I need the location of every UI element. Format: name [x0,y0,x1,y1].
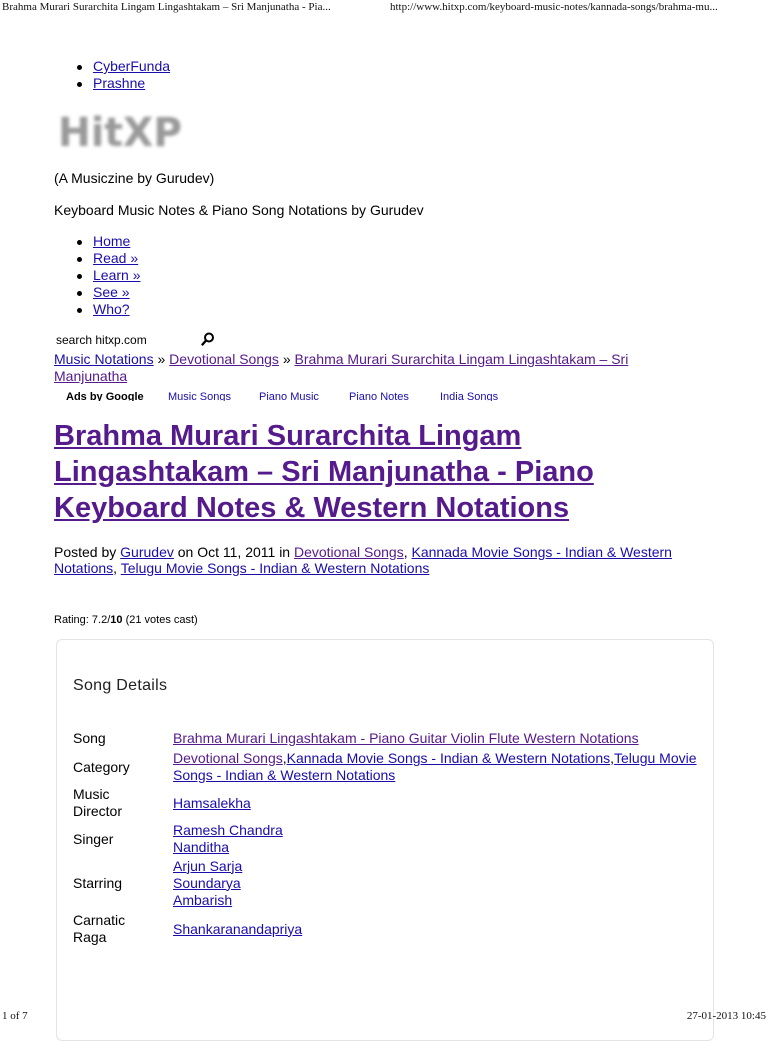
table-row [73,750,703,784]
search-box [56,331,226,347]
song-label: Song [73,729,106,746]
nav-item [93,301,140,318]
breadcrumb [54,351,704,385]
post-title [54,418,694,526]
starring-link[interactable]: Ambarish [173,891,233,908]
category-link-telugu[interactable]: Telugu Movie Songs - Indian & Western Notations [120,560,430,576]
posted-on-date: on Oct 11, 2011 in [177,544,291,560]
main-nav [93,233,140,318]
song-details-table [73,726,703,948]
search-input[interactable] [56,333,186,347]
nav-item [93,233,140,250]
singer-link[interactable]: Ramesh Chandra [173,822,283,838]
search-icon[interactable] [201,332,215,346]
rating-label: Rating: 7.2/ [54,614,111,626]
top-link-cyberfunda[interactable]: CyberFunda [93,58,171,74]
category-link-telugu[interactable]: Telugu Movie Songs - Indian & Western Notations [173,750,697,783]
nav-who[interactable]: Who? [93,301,130,317]
starring-link[interactable]: Soundarya [173,874,241,891]
ads-bar [54,391,744,401]
song-link[interactable]: Brahma Murari Lingashtakam - Piano Guitar Violin Flute Western Notations [173,729,639,746]
music-director-label-line2: Director [73,803,123,819]
comma: , [610,750,615,766]
post-title-link[interactable]: Brahma Murari Surarchita Lingam Lingashtakam – Sri Manjunatha - Piano Keyboard Notes & Western Notations [54,420,594,524]
ad-link[interactable]: Music Songs [168,391,231,401]
nav-home[interactable]: Home [93,233,131,249]
music-director-label-line1: Music [73,786,110,802]
music-director-link[interactable]: Hamsalekha [173,794,251,811]
logo-text: HitXP [58,110,182,156]
category-label: Category [73,758,130,775]
category-link-devotional[interactable]: Devotional Songs [173,750,283,766]
nav-item [93,284,140,301]
nav-see[interactable]: See » [93,284,130,300]
print-timestamp: 27-01-2013 10:45 [686,1010,766,1022]
music-director-label [73,784,173,822]
top-link-item [93,58,170,75]
breadcrumb-current-page[interactable]: Brahma Murari Surarchita Lingam Lingashtakam – Sri Manjunatha [54,351,629,384]
nav-read[interactable]: Read » [93,250,139,266]
raga-label-line2: Raga [73,929,107,945]
table-row [73,822,703,856]
ads-label: Ads by Google [66,391,144,401]
breadcrumb-separator: » [157,351,166,367]
raga-label-line1: Carnatic [73,912,126,928]
page-count: 1 of 7 [2,1010,28,1022]
raga-link[interactable]: Shankaranandapriya [173,920,303,937]
comma: , [113,560,118,576]
rating-max: 10 [110,614,123,626]
category-link-devotional[interactable]: Devotional Songs [293,544,404,560]
song-details-card [56,639,714,1041]
print-header-url: http://www.hitxp.com/keyboard-music-notes/kannada-songs/brahma-mu... [390,1,718,13]
site-tagline: (A Musiczine by Gurudev) [54,170,215,186]
print-header [0,0,768,14]
starring-link[interactable]: Arjun Sarja [173,857,243,874]
top-link-prashne[interactable]: Prashne [93,75,146,91]
nav-item [93,267,140,284]
post-meta [54,544,714,576]
table-row [73,726,703,750]
category-link-kannada[interactable]: Kannada Movie Songs - Indian & Western Notations [286,750,611,766]
author-link[interactable]: Gurudev [120,544,174,560]
top-links [93,58,170,92]
table-row [73,784,703,822]
comma: , [282,750,287,766]
ad-link[interactable]: Piano Music [259,391,319,401]
category-link-kannada[interactable]: Kannada Movie Songs - Indian & Western Notations [54,544,672,576]
rating-votes: (21 votes cast) [125,614,198,626]
singer-link[interactable]: Nanditha [173,839,230,855]
raga-label [73,910,173,948]
rating [54,614,198,626]
breadcrumb-separator: » [282,351,291,367]
song-details-title: Song Details [73,677,168,694]
singer-label: Singer [73,830,114,847]
breadcrumb-music-notations[interactable]: Music Notations [54,351,154,367]
starring-label: Starring [73,874,123,891]
breadcrumb-devotional-songs[interactable]: Devotional Songs [169,351,279,367]
print-footer [0,1010,768,1024]
nav-learn[interactable]: Learn » [93,267,141,283]
print-header-title: Brahma Murari Surarchita Lingam Lingashtakam – Sri Manjunatha - Pia... [2,1,331,13]
posted-by-label: Posted by [54,544,117,560]
ad-link[interactable]: India Songs [440,391,499,401]
comma: , [403,544,408,560]
ad-link[interactable]: Piano Notes [349,391,409,401]
site-subtitle: Keyboard Music Notes & Piano Song Notations by Gurudev [54,202,424,218]
table-row [73,910,703,948]
site-logo[interactable] [56,108,186,156]
top-link-item [93,75,170,92]
nav-item [93,250,140,267]
table-row [73,856,703,910]
